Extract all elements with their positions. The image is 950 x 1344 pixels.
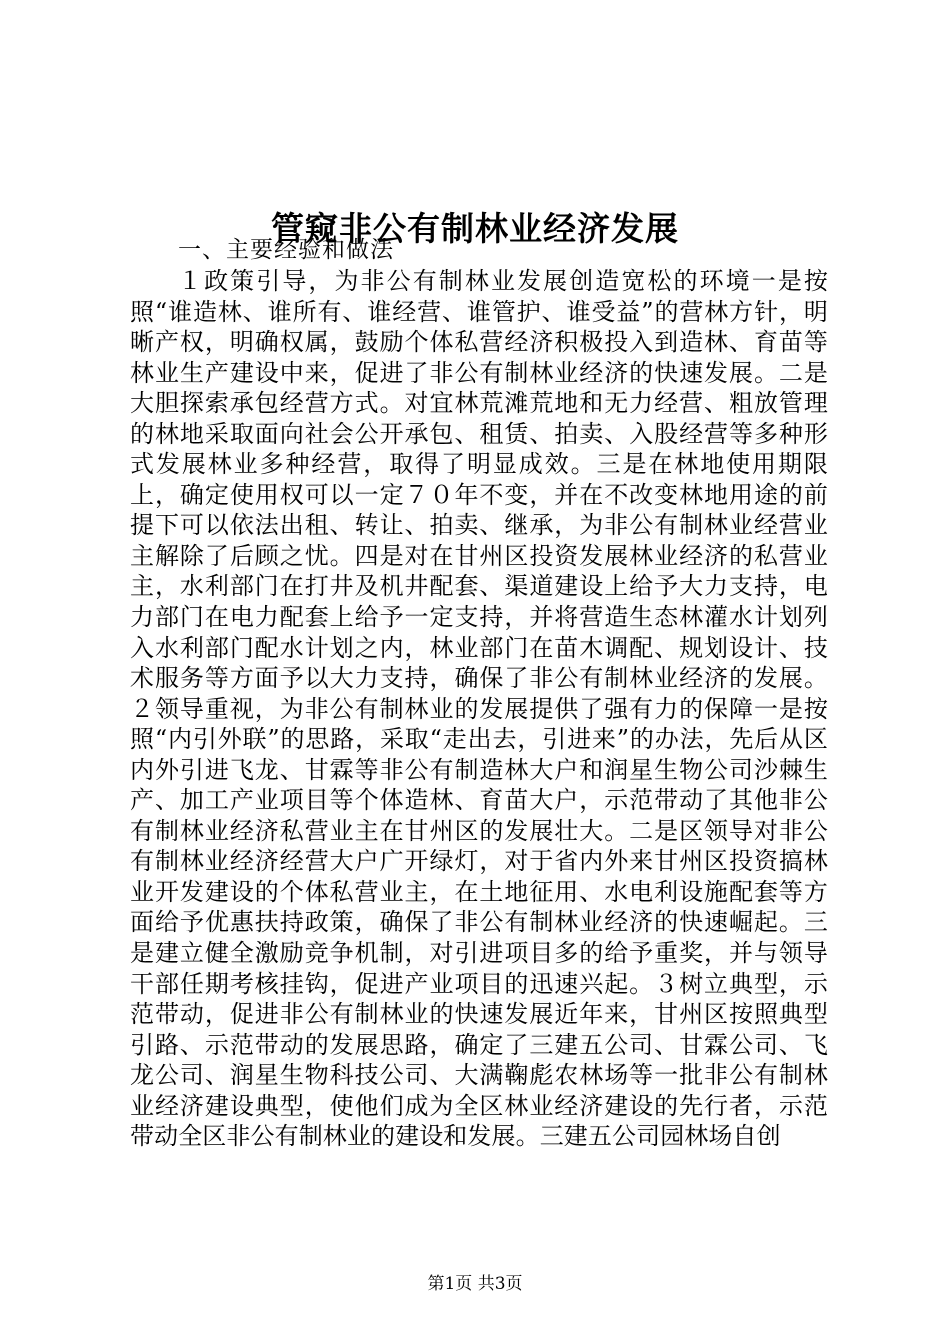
body-paragraph: １政策引导，为非公有制林业发展创造宽松的环境一是按照“谁造林、谁所有、谁经营、谁管护、谁受益”的营林方针，明晰产权，明确权属，鼓励个体私营经济积极投入到造林、育苗等林业生产建设中来，促进了非公有制林业经济的快速发展。二是大胆探索承包经营方式。对宜林荒滩荒地和无力经营、粗放管理的林地采取面向社会公开承包、租赁、拍卖、入股经营等多种形式发展林业多种经营，取得了明显成效。三是在林地使用期限上，确定使用权可以一定７０年不变，并在不改变林地用途的前提下可以依法出租、转让、拍卖、继承，为非公有制林业经营业主解除了后顾之忧。四是对在甘州区投资发展林业经济的私营业主，水利部门在打井及机井配套、渠道建设上给予大力支持，电力部门在电力配套上给予一定支持，并将营造生态林灌水计划列入水利部门配水计划之内，林业部门在苗木调配、规划设计、技术服务等方面予以大力支持，确保了非公有制林业经济的发展。２领导重视，为非公有制林业的发展提供了强有力的保障一是按照“内引外联”的思路，采取“走出去，引进来”的办法，先后从区内外引进飞龙、甘霖等非公有制造林大户和润星生物公司沙棘生产、加工产业项目等个体造林、育苗大户，示范带动了其他非公有制林业经济私营业主在甘州区的发展壮大。二是区领导对非公有制林业经济经营大户广开绿灯，对于省内外来甘州区投资搞林业开发建设的个体私营业主，在土地征用、水电利设施配套等方面给予优惠扶持政策，确保了非公有制林业经济的快速崛起。三是建立健全激励竞争机制，对引进项目多的给予重奖，并与领导干部任期考核挂钩，促进产业项目的迅速兴起。３树立典型，示范带动，促进非公有制林业的快速发展近年来，甘州区按照典型引路、示范带动的发展思路，确定了三建五公司、甘霖公司、飞龙公司、润星生物科技公司、大满鞠彪农林场等一批非公有制林业经济建设典型，使他们成为全区林业经济建设的先行者，示范带动全区非公有制林业的建设和发展。三建五公司园林场自创 <box>130 267 828 1151</box>
document-title: 管窥非公有制林业经济发展 <box>271 209 679 249</box>
page-number-footer: 第1页 共3页 <box>427 1274 523 1294</box>
section-heading: 一、主要经验和做法 <box>178 237 394 263</box>
